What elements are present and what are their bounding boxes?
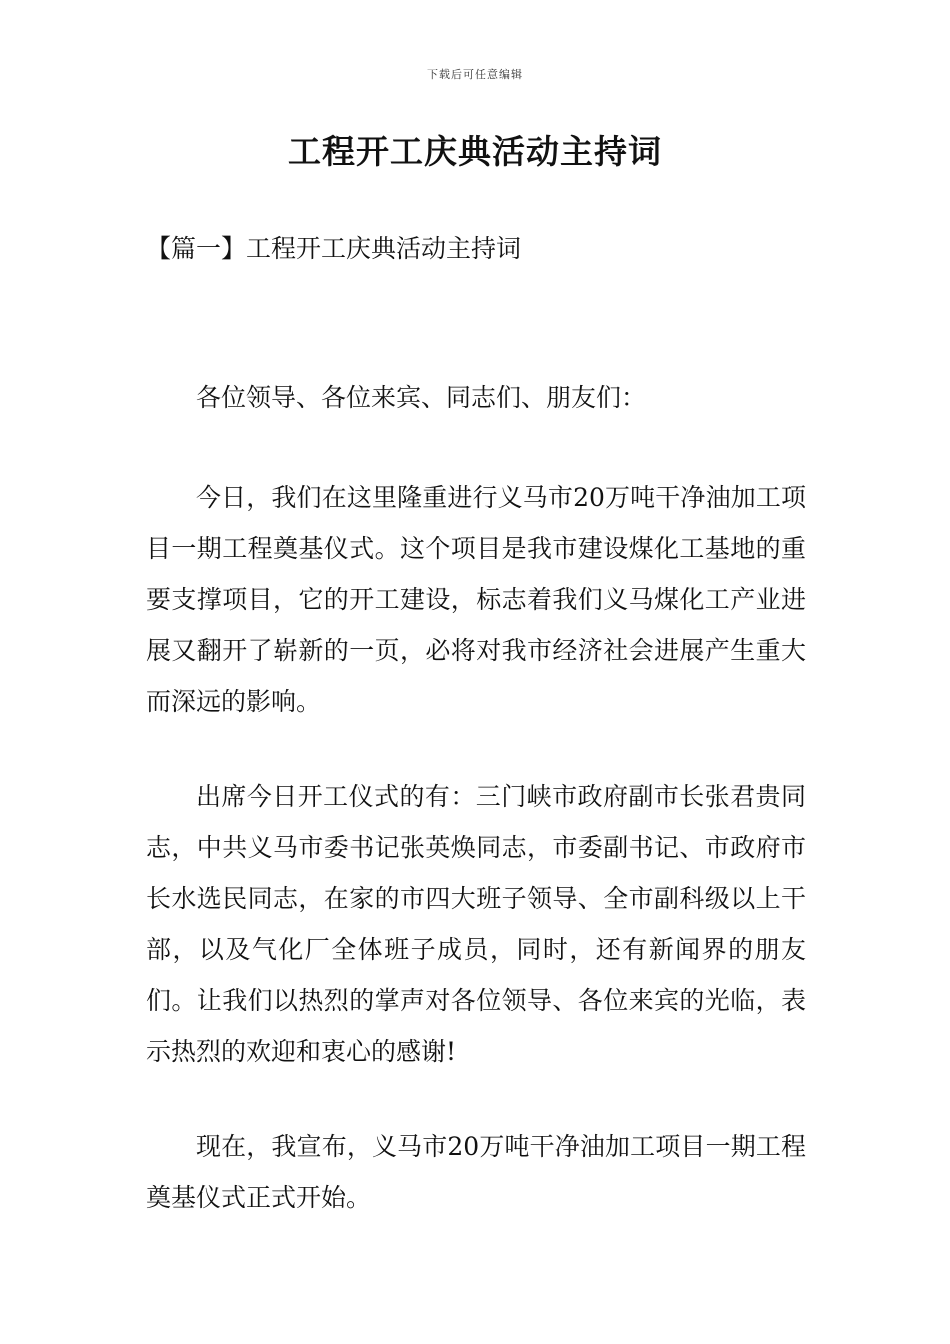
paragraph-announcement: 现在，我宣布，义马市20万吨干净油加工项目一期工程奠基仪式正式开始。 <box>146 1132 806 1212</box>
paragraph-attendees: 出席今日开工仪式的有：三门峡市政府副市长张君贵同志，中共义马市委书记张英焕同志，市委副书记、市政府市长水选民同志，在家的市四大班子领导、全市副科级以上干部，以及气化厂全体班子成员，同时，还有新闻界的朋友们。让我们以热烈的掌声对各位领导、各位来宾的光临，表示热烈的欢迎和衷心的感谢! <box>146 782 806 1066</box>
document-title: 工程开工庆典活动主持词 <box>288 132 662 171</box>
paragraph-intro: 今日，我们在这里隆重进行义马市20万吨干净油加工项目一期工程奠基仪式。这个项目是我市建设煤化工基地的重要支撑项目，它的开工建设，标志着我们义马煤化工产业进展又翻开了崭新的一页，必将对我市经济社会进展产生重大而深远的影响。 <box>146 483 806 716</box>
paragraph-greeting: 各位领导、各位来宾、同志们、朋友们： <box>196 383 647 412</box>
header-note: 下载后可任意编辑 <box>427 68 523 81</box>
section-heading: 【篇一】工程开工庆典活动主持词 <box>146 234 522 263</box>
